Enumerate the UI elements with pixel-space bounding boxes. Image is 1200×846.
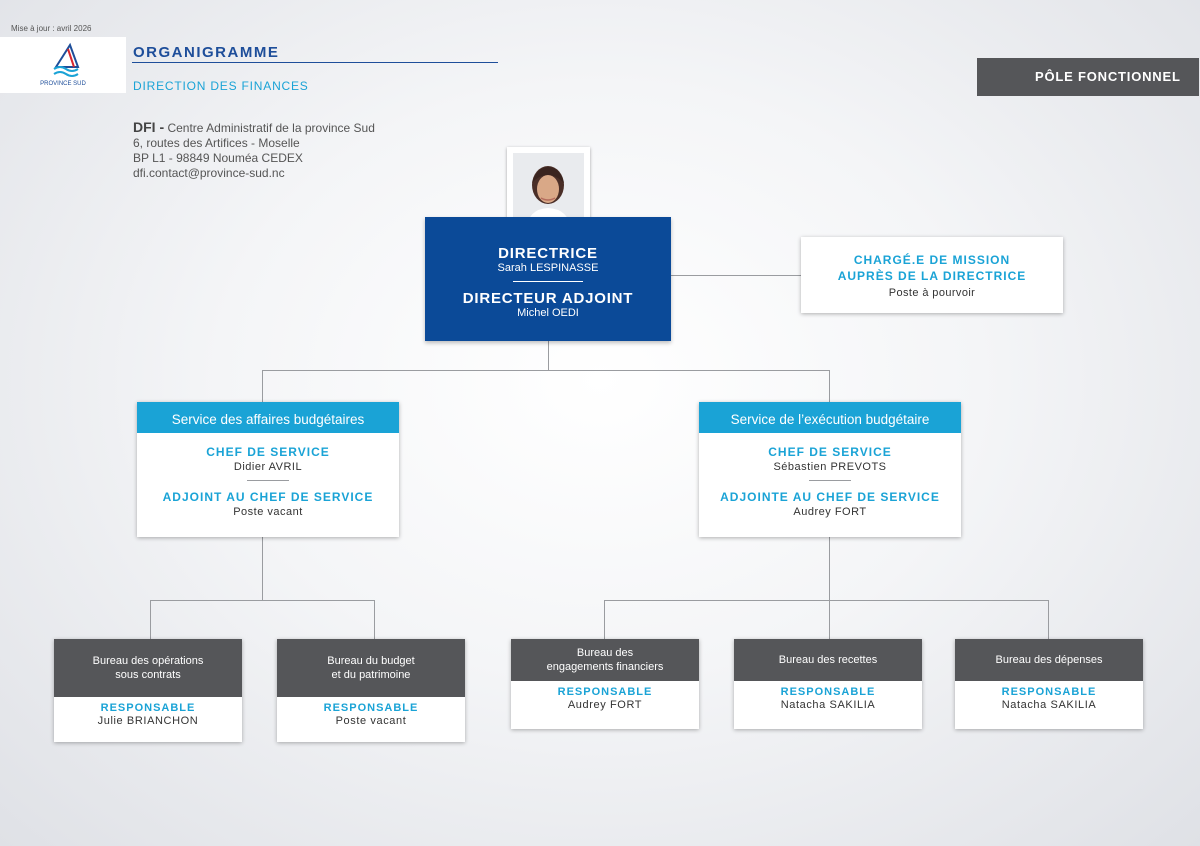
bureau-title-line2: engagements financiers — [546, 661, 664, 673]
service-separator — [809, 480, 851, 481]
connector-director-mission — [671, 275, 801, 276]
service-chief-name: Sébastien PREVOTS — [773, 461, 887, 473]
address-line-3: BP L1 - 98849 Nouméa CEDEX — [133, 151, 303, 165]
service-box-budget-affairs — [137, 402, 399, 537]
address-email: dfi.contact@province-sud.nc — [133, 166, 285, 180]
director-name: Sarah LESPINASSE — [497, 262, 599, 274]
mission-name: Poste à pourvoir — [888, 287, 976, 299]
bureau-role: RESPONSABLE — [1001, 686, 1097, 698]
service-chief-role: CHEF DE SERVICE — [206, 445, 330, 459]
address-line1-text: Centre Administratif de la province Sud — [167, 121, 375, 135]
connector-right-down — [829, 537, 830, 639]
svg-text:PROVINCE SUD: PROVINCE SUD — [40, 81, 86, 87]
connector-services-horizontal — [262, 370, 830, 371]
bureau-title-line1: Bureau des recettes — [778, 654, 878, 666]
bureau-box-depenses — [955, 639, 1143, 729]
address-line-1 — [133, 120, 375, 136]
mission-role-line2: AUPRÈS DE LA DIRECTRICE — [837, 269, 1027, 283]
service-deputy-name: Poste vacant — [233, 506, 303, 518]
bureau-role: RESPONSABLE — [323, 702, 419, 714]
update-date: Mise à jour : avril 2026 — [11, 24, 92, 33]
service-chief-role: CHEF DE SERVICE — [768, 445, 892, 459]
bureau-name: Natacha SAKILIA — [1001, 699, 1097, 711]
bureau-title — [277, 639, 465, 697]
bureau-role: RESPONSABLE — [557, 686, 653, 698]
service-separator — [247, 480, 289, 481]
title-underline — [132, 62, 498, 63]
mission-box — [801, 237, 1063, 313]
bureau-box-operations — [54, 639, 242, 742]
page-subtitle: DIRECTION DES FINANCES — [133, 79, 309, 93]
director-box — [425, 217, 671, 341]
bureau-box-recettes — [734, 639, 922, 729]
bureau-name: Natacha SAKILIA — [780, 699, 876, 711]
service-title: Service de l’exécution budgétaire — [699, 402, 961, 433]
bureau-title-line1: Bureau des dépenses — [995, 654, 1103, 666]
bureau-title — [54, 639, 242, 697]
service-deputy-role: ADJOINT AU CHEF DE SERVICE — [162, 490, 374, 504]
connector-right-bureaux — [604, 600, 1049, 601]
bureau-title — [511, 639, 699, 681]
province-sud-logo — [0, 37, 126, 93]
bureau-name: Poste vacant — [335, 715, 407, 727]
page-title: ORGANIGRAMME — [133, 44, 280, 61]
deputy-director-role: DIRECTEUR ADJOINT — [462, 290, 634, 307]
service-deputy-name: Audrey FORT — [793, 506, 867, 518]
service-deputy-role: ADJOINTE AU CHEF DE SERVICE — [720, 490, 940, 504]
director-separator — [513, 281, 583, 282]
address-line-2: 6, routes des Artifices - Moselle — [133, 136, 300, 150]
connector-left-down — [262, 537, 263, 600]
director-role: DIRECTRICE — [498, 245, 598, 262]
bureau-title-line1: Bureau des opérations — [92, 655, 204, 667]
deputy-director-name: Michel OEDI — [517, 307, 579, 319]
connector-bureau-2 — [374, 600, 375, 639]
bureau-name: Julie BRIANCHON — [97, 715, 199, 727]
province-sud-logo-icon — [0, 37, 126, 93]
bureau-title-line2: sous contrats — [115, 669, 181, 681]
bureau-name: Audrey FORT — [567, 699, 643, 711]
connector-bureau-3 — [604, 600, 605, 639]
bureau-title-line1: Bureau du budget — [327, 655, 415, 667]
bureau-title-line2: et du patrimoine — [331, 669, 411, 681]
bureau-title-line1: Bureau des — [576, 647, 634, 659]
address-abbr: DFI - — [133, 119, 165, 135]
connector-service-left-up — [262, 370, 263, 402]
service-chief-name: Didier AVRIL — [233, 461, 303, 473]
bureau-title — [734, 639, 922, 681]
address-block — [133, 120, 375, 181]
connector-service-right-up — [829, 370, 830, 402]
bureau-title — [955, 639, 1143, 681]
bureau-box-budget-patrimoine — [277, 639, 465, 742]
pole-badge: PÔLE FONCTIONNEL — [977, 58, 1199, 96]
connector-bureau-1 — [150, 600, 151, 639]
connector-bureau-5 — [1048, 600, 1049, 639]
bureau-box-engagements — [511, 639, 699, 729]
connector-director-down — [548, 341, 549, 370]
service-title: Service des affaires budgétaires — [137, 402, 399, 433]
mission-role-line1: CHARGÉ.E DE MISSION — [853, 253, 1011, 267]
connector-left-bureaux — [150, 600, 375, 601]
service-box-budget-execution — [699, 402, 961, 537]
bureau-role: RESPONSABLE — [780, 686, 876, 698]
bureau-role: RESPONSABLE — [100, 702, 196, 714]
